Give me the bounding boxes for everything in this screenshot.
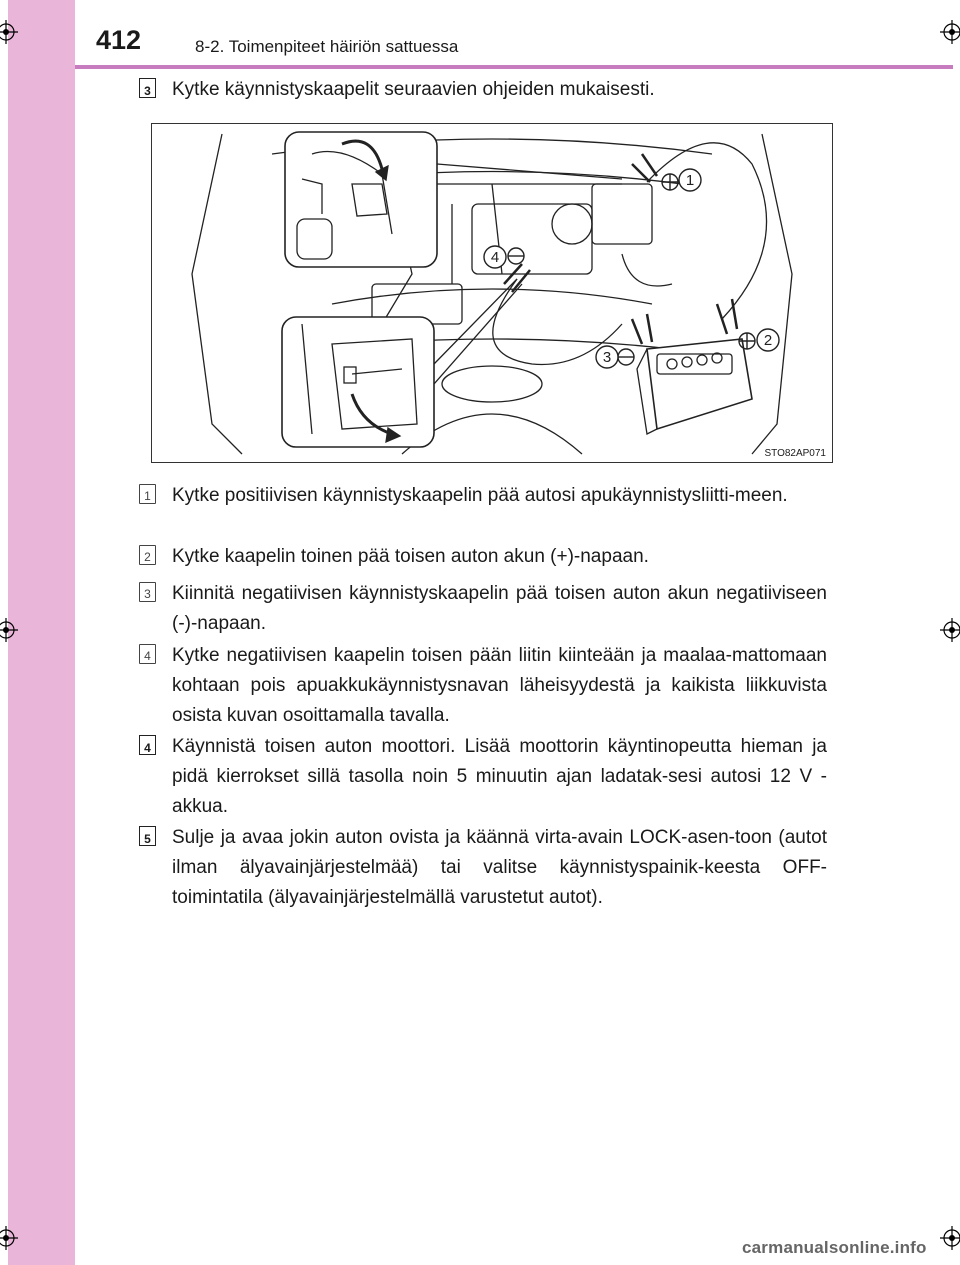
registration-mark-icon	[0, 20, 18, 44]
substep-number-badge: 4	[139, 644, 156, 664]
section-title: 8-2. Toimenpiteet häiriön sattuessa	[195, 37, 459, 56]
substep-text: Kytke kaapelin toinen pää toisen auton akun (+)-napaan.	[172, 546, 649, 567]
registration-mark-icon	[940, 618, 960, 642]
substep-number-badge: 1	[139, 484, 156, 504]
callout-4-label: 4	[490, 249, 500, 266]
callout-1-label: 1	[685, 172, 695, 189]
registration-mark-icon	[0, 618, 18, 642]
callout-3-label: 3	[602, 349, 612, 366]
figure-code: STO82AP071	[764, 448, 826, 459]
step-text: Käynnistä toisen auton moottori. Lisää moottorin käyntinopeutta hieman ja pidä kierrokset sillä tasolla noin 5 minuutin ajan ladatak-sesi autosi 12 V -akkua.	[172, 736, 827, 817]
jump-start-figure	[151, 123, 833, 463]
engine-bay-illustration	[152, 124, 833, 463]
step-text: Sulje ja avaa jokin auton ovista ja käännä virta-avain LOCK-asen-toon (autot ilman älyavainjärjestelmää) tai valitse käynnistyspainik-keesta OFF-toimintatila (älyavainjärjestelmällä varustetut autot).	[172, 827, 827, 908]
step-number-badge: 3	[139, 78, 156, 98]
substep-text: Kytke negatiivisen kaapelin toisen pään liitin kiinteään ja maalaa-mattomaan kohtaan pois apuakkukäynnistysnavan läheisyydestä ja kaikista liikkuvista osista kuvan osoittamalla tavalla.	[172, 645, 827, 726]
watermark: carmanualsonline.info	[742, 1238, 927, 1257]
substep-number-badge: 3	[139, 582, 156, 602]
page-number: 412	[96, 25, 142, 55]
side-band	[8, 0, 75, 1265]
registration-mark-icon	[940, 1226, 960, 1250]
registration-mark-icon	[940, 20, 960, 44]
step-number-badge: 4	[139, 735, 156, 755]
step-number-badge: 5	[139, 826, 156, 846]
step-text: Kytke käynnistyskaapelit seuraavien ohjeiden mukaisesti.	[172, 79, 655, 100]
registration-mark-icon	[0, 1226, 18, 1250]
substep-text: Kiinnitä negatiivisen käynnistyskaapelin pää toisen auton akun negatiiviseen (-)-napaan.	[172, 583, 827, 634]
header-rule	[75, 65, 953, 69]
substep-text: Kytke positiivisen käynnistyskaapelin pää autosi apukäynnistysliitti-meen.	[172, 485, 788, 506]
callout-2-label: 2	[763, 332, 773, 349]
substep-number-badge: 2	[139, 545, 156, 565]
